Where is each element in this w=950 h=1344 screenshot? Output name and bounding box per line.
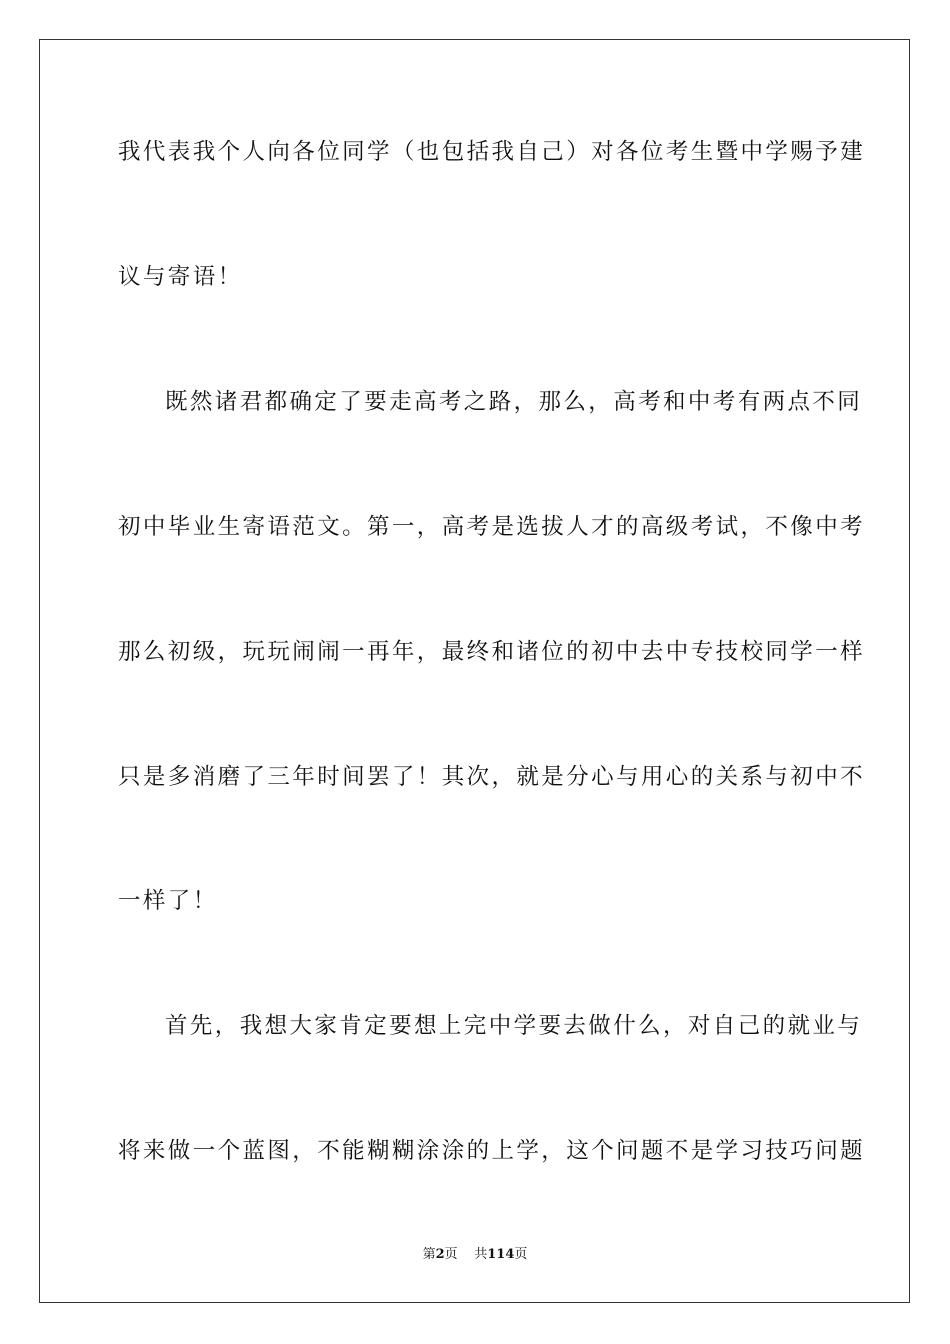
page-suffix: 页: [444, 1247, 458, 1262]
page-footer: [0, 1247, 950, 1263]
total-pages: 114: [487, 1247, 515, 1262]
text-line: 那么初级，玩玩闹闹一再年，最终和诸位的初中去中专技校同学一样: [118, 639, 866, 665]
total-suffix: 页: [514, 1247, 528, 1262]
text-line: 一样了！: [118, 888, 218, 914]
page-prefix: 第: [422, 1247, 436, 1262]
paragraph-first-line: 首先，我想大家肯定要想上完中学要去做什么，对自己的就业与: [165, 1013, 863, 1039]
text-line: 议与寄语！: [118, 264, 243, 290]
text-line: 我代表我个人向各位同学（也包括我自己）对各位考生暨中学赐予建: [118, 139, 866, 165]
total-prefix: 共: [474, 1247, 488, 1262]
page-number: 2: [435, 1247, 445, 1262]
text-line: 只是多消磨了三年时间罢了！其次，就是分心与用心的关系与初中不: [118, 764, 866, 790]
text-line: 将来做一个蓝图，不能糊糊涂涂的上学，这个问题不是学习技巧问题: [118, 1138, 866, 1164]
text-line: 初中毕业生寄语范文。第一，高考是选拔人才的高级考试，不像中考: [118, 514, 866, 540]
paragraph-first-line: 既然诸君都确定了要走高考之路，那么，高考和中考有两点不同: [165, 389, 863, 415]
page-border: [39, 39, 910, 1303]
